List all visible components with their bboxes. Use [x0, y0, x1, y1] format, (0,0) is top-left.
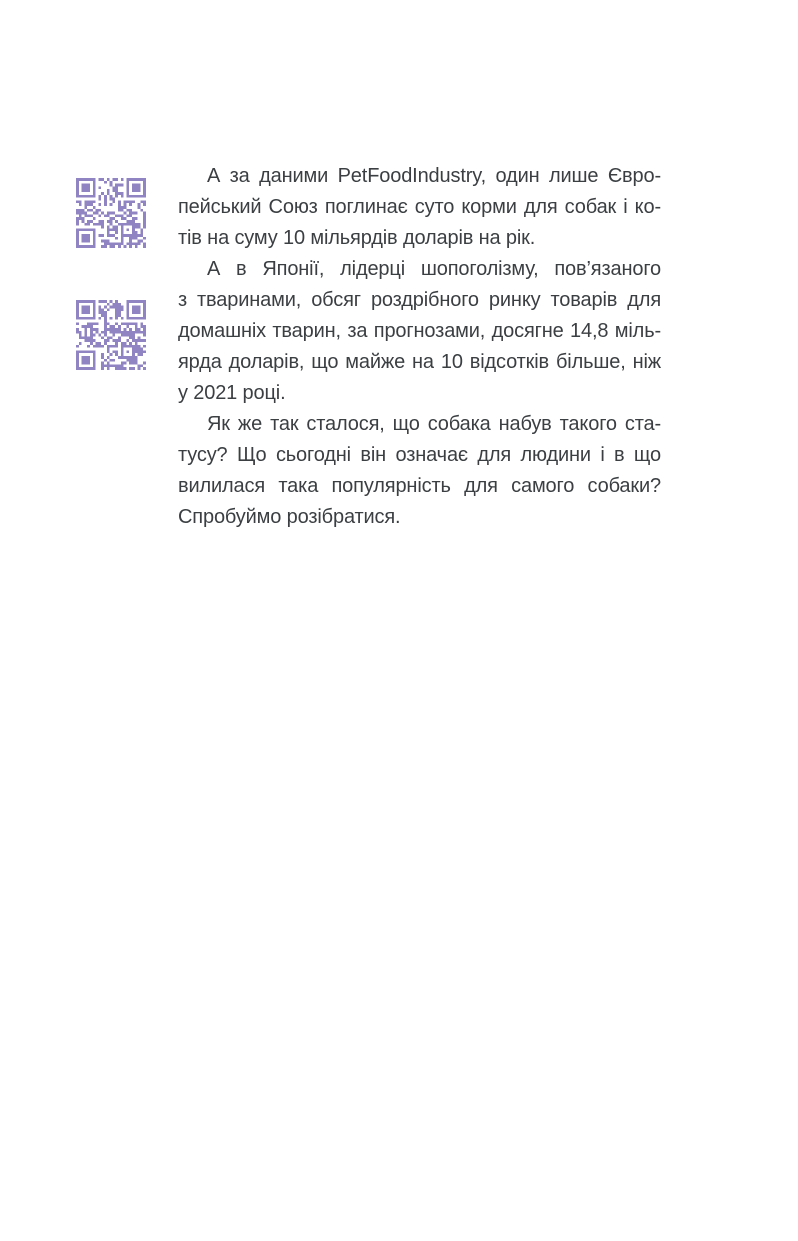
text-line: тусу? Що сьогодні він означає для людини і в що — [178, 444, 661, 466]
text-line: Як же так сталося, що собака набув такого ста- — [207, 413, 661, 435]
paragraph-2 — [178, 254, 661, 409]
qr-pattern — [76, 300, 146, 370]
body-text — [178, 161, 661, 533]
text-line: А за даними PetFoodIndustry, один лише Євро- — [207, 165, 661, 187]
text-line: тів на суму 10 мільярдів доларів на рік. — [178, 227, 536, 249]
text-line: домашніх тварин, за прогнозами, досягне 14,8 міль- — [178, 320, 661, 342]
text-line: у 2021 році. — [178, 382, 286, 404]
text-line: вилилася така популярність для самого собаки? — [178, 475, 661, 497]
paragraph-1 — [178, 161, 661, 254]
text-line: з тваринами, обсяг роздрібного ринку товарів для — [178, 289, 661, 311]
paragraph-3 — [178, 409, 661, 533]
text-line: А в Японії, лідерці шопоголізму, пов’язаного — [207, 258, 661, 280]
qr-code-2 — [76, 300, 146, 370]
qr-code-1 — [76, 178, 146, 248]
text-line: пейський Союз поглинає суто корми для собак і ко- — [178, 196, 661, 218]
text-line: Спробуймо розібратися. — [178, 506, 401, 528]
qr-pattern — [76, 178, 146, 248]
text-line: ярда доларів, що майже на 10 відсотків більше, ніж — [178, 351, 661, 373]
